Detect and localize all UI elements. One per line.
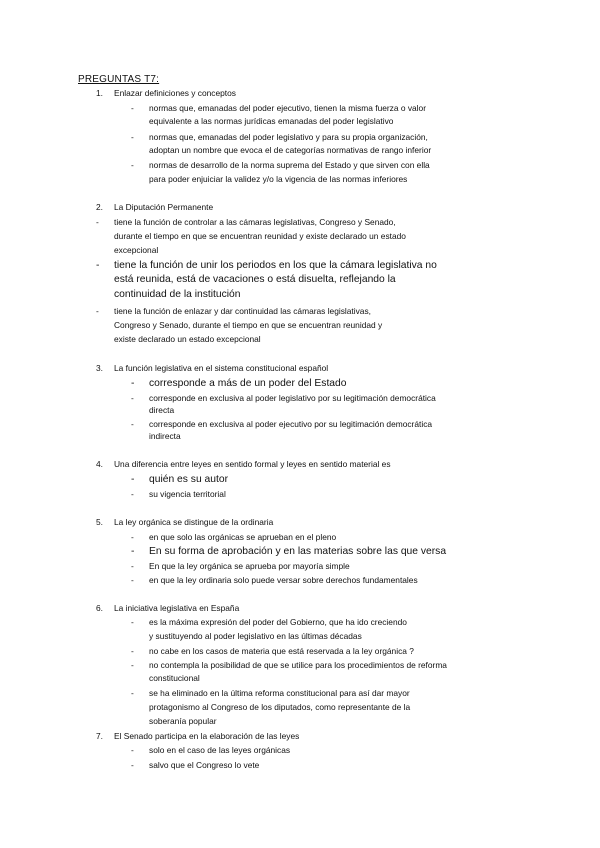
question-1-heading: Enlazar definiciones y conceptos xyxy=(114,88,236,98)
q2-bullet-2: - xyxy=(96,260,100,271)
q1-option-3-line-2: para poder enjuiciar la validez y/o la vigencia de las normas inferiores xyxy=(149,174,408,184)
q3-option-2-line-2: directa xyxy=(149,405,175,415)
q2-option-1-line-1: tiene la función de controlar a las cámaras legislativas, Congreso y Senado, xyxy=(114,217,396,227)
question-4-heading: Una diferencia entre leyes en sentido formal y leyes en sentido material es xyxy=(114,459,391,469)
q2-option-1-line-2: durante el tiempo en que se encuentran reunidad y existe declarado un estado xyxy=(114,231,406,241)
q6-option-4-line-1: se ha eliminado en la última reforma constitucional para así dar mayor xyxy=(149,688,410,698)
question-7-number: 7. xyxy=(96,731,103,741)
q6-bullet-4: - xyxy=(131,688,134,698)
question-7-heading: El Senado participa en la elaboración de las leyes xyxy=(114,731,300,741)
q3-option-3-line-2: indirecta xyxy=(149,431,181,441)
q2-option-2-line-1: tiene la función de unir los periodos en los que la cámara legislativa no xyxy=(114,260,437,271)
q1-option-1-line-2: equivalente a las normas jurídicas emanadas del poder legislativo xyxy=(149,116,394,126)
q2-option-3-line-3: existe declarado un estado excepcional xyxy=(114,334,261,344)
question-1-number: 1. xyxy=(96,88,103,98)
question-5-heading: La ley orgánica se distingue de la ordinaria xyxy=(114,517,274,527)
question-5-number: 5. xyxy=(96,517,103,527)
question-6-number: 6. xyxy=(96,603,103,613)
q6-bullet-1: - xyxy=(131,617,134,627)
q3-option-1-line-1: corresponde a más de un poder del Estado xyxy=(149,378,347,389)
q2-option-2-line-2: está reunida, está de vacaciones o está disuelta, reflejando la xyxy=(114,274,396,285)
q6-option-2-line-1: no cabe en los casos de materia que está reservada a la ley orgánica ? xyxy=(149,646,414,656)
q3-option-3-line-1: corresponde en exclusiva al poder ejecutivo por su legitimación democrática xyxy=(149,419,433,429)
q5-option-4-line-1: en que la ley ordinaria solo puede versar sobre derechos fundamentales xyxy=(149,575,418,585)
question-3-number: 3. xyxy=(96,363,103,373)
q5-bullet-4: - xyxy=(131,575,134,585)
q3-bullet-1: - xyxy=(131,378,135,389)
q1-bullet-3: - xyxy=(131,160,134,170)
q6-option-3-line-1: no contempla la posibilidad de que se utilice para los procedimientos de reforma xyxy=(149,660,447,670)
q3-option-2-line-1: corresponde en exclusiva al poder legislativo por su legitimación democrática xyxy=(149,393,436,403)
page-title: PREGUNTAS T7: xyxy=(78,74,160,85)
q5-option-3-line-1: En que la ley orgánica se aprueba por mayoría simple xyxy=(149,561,350,571)
question-4-number: 4. xyxy=(96,459,103,469)
q2-bullet-1: - xyxy=(96,217,99,227)
question-2-number: 2. xyxy=(96,202,103,212)
q3-bullet-3: - xyxy=(131,419,134,429)
q5-bullet-3: - xyxy=(131,561,134,571)
q6-option-3-line-2: constitucional xyxy=(149,673,200,683)
q5-bullet-2: - xyxy=(131,546,135,557)
q6-option-4-line-2: protagonismo al Congreso de los diputados, como representante de la xyxy=(149,702,411,712)
q1-option-1-line-1: normas que, emanadas del poder ejecutivo, tienen la misma fuerza o valor xyxy=(149,103,426,113)
q2-option-3-line-2: Congreso y Senado, durante el tiempo en que se encuentran reunidad y xyxy=(114,320,383,330)
q4-option-1-line-1: quién es su autor xyxy=(149,474,228,485)
q2-option-3-line-1: tiene la función de enlazar y dar continuidad las cámaras legislativas, xyxy=(114,306,371,316)
q1-bullet-1: - xyxy=(131,103,134,113)
q4-bullet-1: - xyxy=(131,474,135,485)
question-2-heading: La Diputación Permanente xyxy=(114,202,214,212)
q2-option-1-line-3: excepcional xyxy=(114,245,159,255)
q1-bullet-2: - xyxy=(131,132,134,142)
q3-bullet-2: - xyxy=(131,393,134,403)
q7-bullet-1: - xyxy=(131,745,134,755)
q4-option-2-line-1: su vigencia territorial xyxy=(149,489,226,499)
q5-option-1-line-1: en que solo las orgánicas se aprueban en el pleno xyxy=(149,532,337,542)
q6-bullet-3: - xyxy=(131,660,134,670)
q1-option-2-line-2: adoptan un nombre que evoca el de categorías normativas de rango inferior xyxy=(149,145,432,155)
q6-option-4-line-3: soberanía popular xyxy=(149,716,217,726)
q7-option-1-line-1: solo en el caso de las leyes orgánicas xyxy=(149,745,291,755)
q2-bullet-3: - xyxy=(96,306,99,316)
q5-option-2-line-1: En su forma de aprobación y en las materias sobre las que versa xyxy=(149,546,447,557)
q7-option-2-line-1: salvo que el Congreso lo vete xyxy=(149,760,260,770)
question-6-heading: La iniciativa legislativa en España xyxy=(114,603,240,613)
q1-option-3-line-1: normas de desarrollo de la norma suprema del Estado y que sirven con ella xyxy=(149,160,430,170)
q6-option-1-line-1: es la máxima expresión del poder del Gobierno, que ha ido creciendo xyxy=(149,617,407,627)
q7-bullet-2: - xyxy=(131,760,134,770)
q2-option-2-line-3: continuidad de la institución xyxy=(114,289,241,300)
q4-bullet-2: - xyxy=(131,489,134,499)
question-3-heading: La función legislativa en el sistema constitucional español xyxy=(114,363,329,373)
q6-bullet-2: - xyxy=(131,646,134,656)
q6-option-1-line-2: y sustituyendo al poder legislativo en las últimas décadas xyxy=(149,631,362,641)
q1-option-2-line-1: normas que, emanadas del poder legislativo y para su propia organización, xyxy=(149,132,428,142)
q5-bullet-1: - xyxy=(131,532,134,542)
